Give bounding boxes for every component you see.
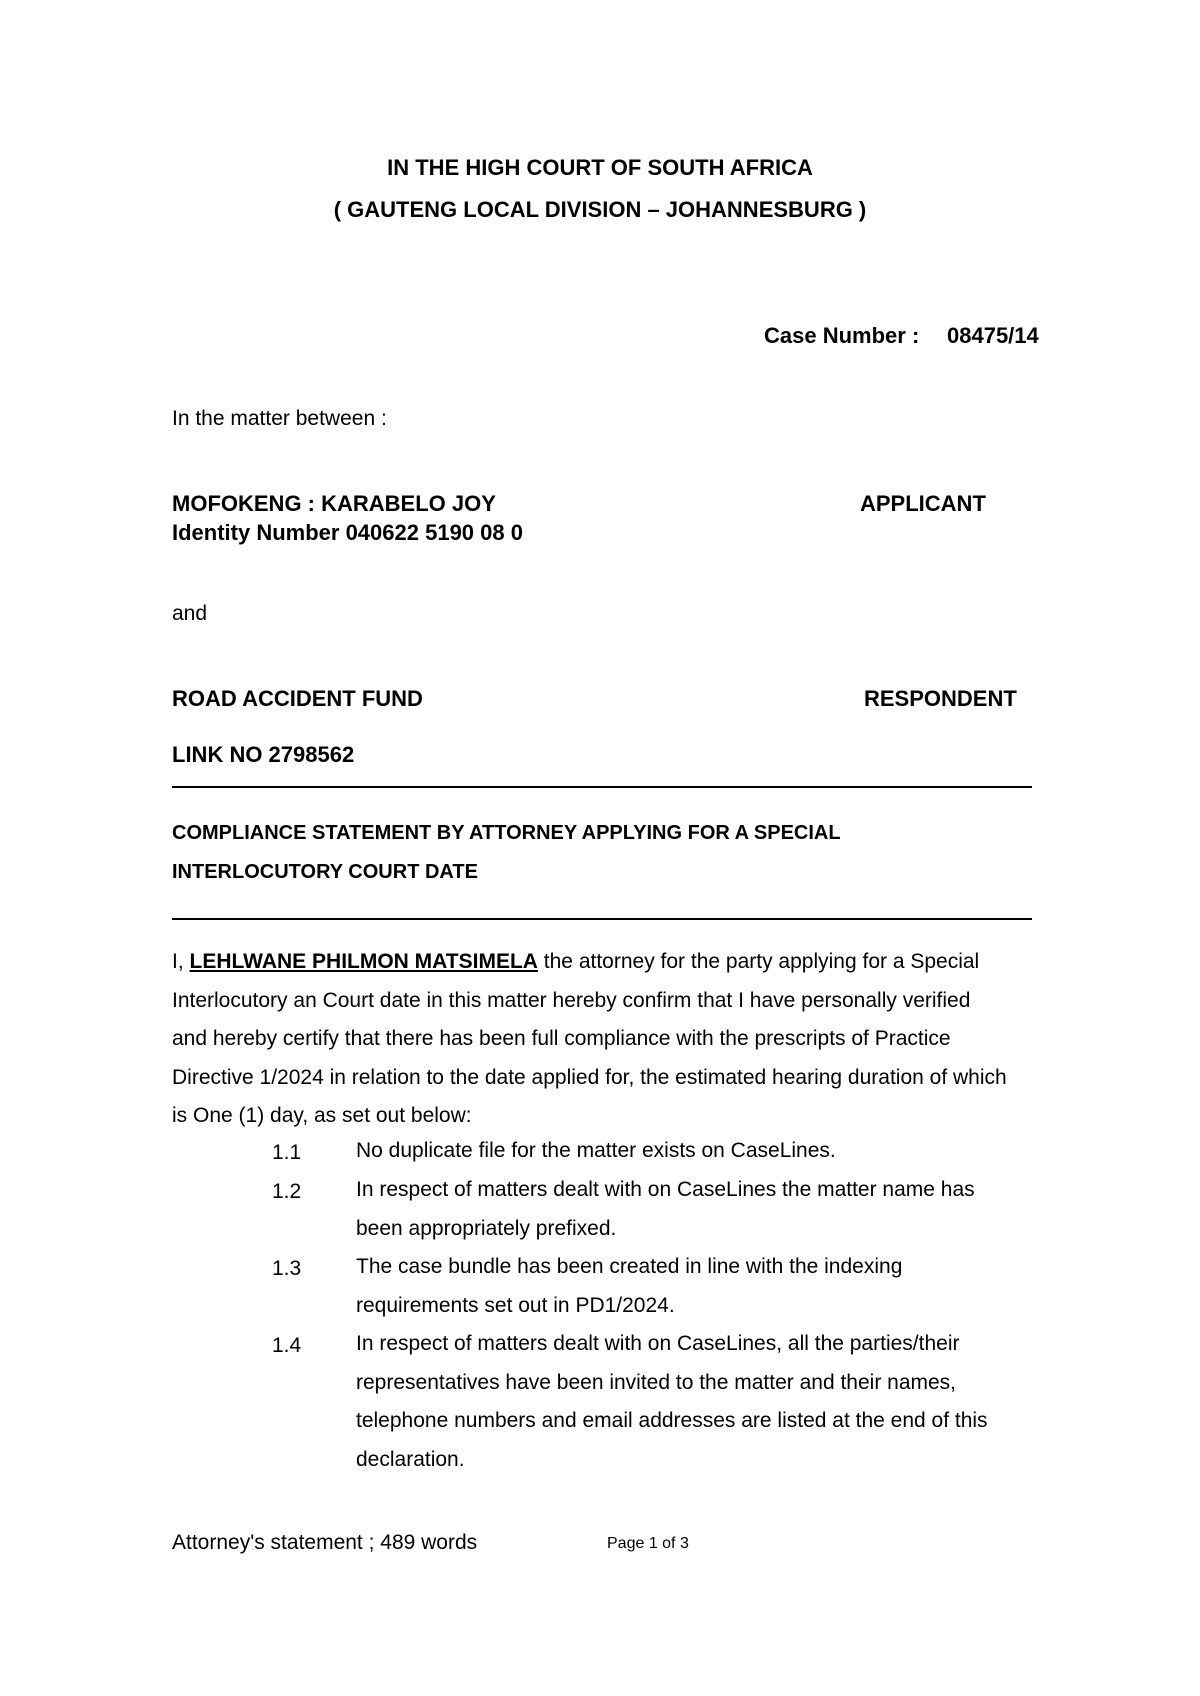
item-text <box>356 1171 975 1248</box>
declaration-line: and hereby certify that there has been full compliance with the prescripts of Practice <box>172 1027 951 1050</box>
item-text <box>356 1132 836 1171</box>
respondent-name: ROAD ACCIDENT FUND <box>172 686 423 711</box>
divider-bottom <box>172 918 1032 920</box>
item-line: The case bundle has been created in line with the indexing <box>356 1255 903 1278</box>
divider-top <box>172 786 1032 788</box>
case-number-value: 08475/14 <box>947 323 1039 348</box>
court-division: ( GAUTENG LOCAL DIVISION – JOHANNESBURG ) <box>333 197 867 222</box>
item-line: been appropriately prefixed. <box>356 1216 617 1240</box>
item-line: requirements set out in PD1/2024. <box>356 1293 675 1317</box>
declaration-prefix: I, <box>172 950 190 973</box>
applicant-name: MOFOKENG : KARABELO JOY <box>172 491 496 516</box>
item-number: 1.2 <box>272 1180 302 1203</box>
item-number: 1.3 <box>272 1257 302 1280</box>
matter-intro: In the matter between : <box>172 407 387 430</box>
item-number: 1.4 <box>272 1334 302 1357</box>
respondent-link-number: LINK NO 2798562 <box>172 742 355 767</box>
conjunction-and: and <box>172 602 208 625</box>
item-number: 1.1 <box>272 1141 302 1164</box>
applicant-identity: Identity Number 040622 5190 08 0 <box>172 520 523 545</box>
attorney-name: LEHLWANE PHILMON MATSIMELA <box>189 950 538 973</box>
declaration-line: is One (1) day, as set out below: <box>172 1104 472 1127</box>
item-line: No duplicate file for the matter exists on CaseLines. <box>356 1139 836 1162</box>
respondent-role: RESPONDENT <box>864 686 1017 711</box>
case-number-label: Case Number : <box>764 323 920 348</box>
item-text <box>356 1325 988 1479</box>
declaration-paragraph <box>172 943 1042 1136</box>
statement-title-line1: COMPLIANCE STATEMENT BY ATTORNEY APPLYING FOR A SPECIAL <box>172 822 841 844</box>
item-text <box>356 1248 902 1325</box>
declaration-line: Interlocutory an Court date in this matter hereby confirm that I have personally verified <box>172 988 971 1012</box>
declaration-line1-rest: the attorney for the party applying for a Special <box>537 950 980 973</box>
footer-word-count: Attorney's statement ; 489 words <box>172 1531 478 1554</box>
item-line: In respect of matters dealt with on CaseLines, all the parties/their <box>356 1332 960 1355</box>
court-heading: IN THE HIGH COURT OF SOUTH AFRICA <box>387 155 813 180</box>
declaration-line: Directive 1/2024 in relation to the date applied for, the estimated hearing duration of which <box>172 1065 1007 1089</box>
item-line: representatives have been invited to the matter and their names, <box>356 1370 957 1394</box>
statement-title-line2: INTERLOCUTORY COURT DATE <box>172 861 478 883</box>
item-line: telephone numbers and email addresses are listed at the end of this <box>356 1409 988 1432</box>
declaration-line <box>172 943 1042 982</box>
item-line: In respect of matters dealt with on CaseLines the matter name has <box>356 1178 975 1201</box>
applicant-role: APPLICANT <box>860 491 986 516</box>
page-number: Page 1 of 3 <box>607 1535 689 1552</box>
item-line: declaration. <box>356 1447 465 1471</box>
